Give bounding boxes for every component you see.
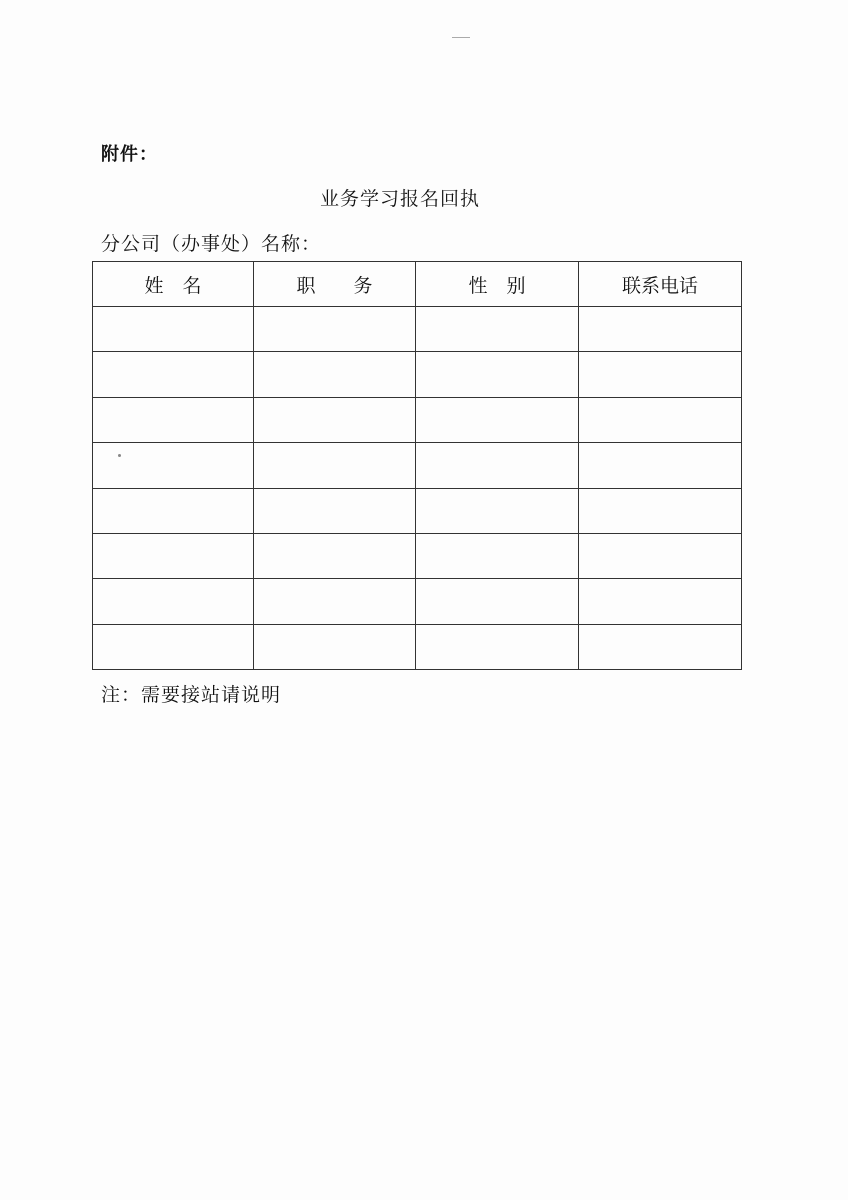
cell-gender (416, 443, 579, 488)
cell-phone (579, 307, 742, 352)
cell-position (254, 488, 416, 533)
header-position: 职 务 (254, 262, 416, 307)
registration-table (92, 261, 742, 670)
scan-speck (452, 37, 470, 38)
attachment-label: 附件： (101, 144, 158, 165)
table-header-row (93, 262, 742, 307)
table-row (93, 488, 742, 533)
cell-name (93, 533, 254, 578)
cell-position (254, 579, 416, 624)
cell-phone (579, 579, 742, 624)
cell-position (254, 307, 416, 352)
table-row (93, 624, 742, 669)
table-row (93, 443, 742, 488)
cell-phone (579, 397, 742, 442)
cell-position (254, 533, 416, 578)
cell-phone (579, 352, 742, 397)
table-row (93, 533, 742, 578)
table-body (93, 307, 742, 670)
cell-gender (416, 352, 579, 397)
cell-name (93, 397, 254, 442)
scan-speck (118, 454, 121, 457)
header-name: 姓 名 (93, 262, 254, 307)
cell-name (93, 443, 254, 488)
cell-gender (416, 397, 579, 442)
branch-name-label: 分公司（办事处）名称： (101, 233, 322, 255)
table-row (93, 307, 742, 352)
cell-gender (416, 624, 579, 669)
cell-phone (579, 443, 742, 488)
table-row (93, 352, 742, 397)
cell-gender (416, 307, 579, 352)
cell-gender (416, 488, 579, 533)
footnote: 注：需要接站请说明 (101, 684, 282, 706)
table-row (93, 397, 742, 442)
cell-phone (579, 488, 742, 533)
cell-gender (416, 533, 579, 578)
header-phone: 联系电话 (579, 262, 742, 307)
cell-name (93, 624, 254, 669)
cell-phone (579, 533, 742, 578)
table-row (93, 579, 742, 624)
cell-name (93, 307, 254, 352)
cell-name (93, 488, 254, 533)
header-gender: 性 别 (416, 262, 579, 307)
cell-position (254, 352, 416, 397)
cell-position (254, 397, 416, 442)
cell-position (254, 443, 416, 488)
cell-position (254, 624, 416, 669)
cell-name (93, 579, 254, 624)
document-title: 业务学习报名回执 (319, 188, 480, 210)
cell-name (93, 352, 254, 397)
cell-phone (579, 624, 742, 669)
cell-gender (416, 579, 579, 624)
